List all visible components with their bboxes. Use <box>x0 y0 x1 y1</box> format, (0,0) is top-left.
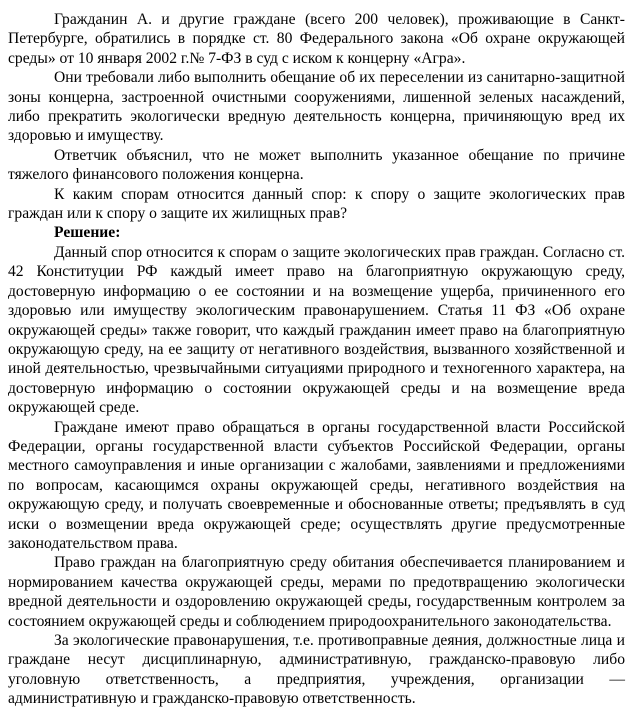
solution-paragraph-2: Граждане имеют право обращаться в органы государственной власти Российской Федерации, органы государственной власти субъектов Российской Федерации, органы местного самоуправления и иные организации с жалобами, заявлениями и предложениями по вопросам, касающимся охраны окружающей среды, негативного воздействия на окружающую среду, и получать своевременные и обоснованные ответы; предъявлять в суд иски о возмещении вреда окружающей среде; осуществлять другие предусмотренные законодательством права. <box>8 418 625 552</box>
problem-question: К каким спорам относится данный спор: к спору о защите экологических прав граждан или к спору о защите их жилищных прав? <box>8 185 625 223</box>
solution-paragraph-4: За экологические правонарушения, т.е. противоправные деяния, должностные лица и граждане несут дисциплинарную, административную, гражданско-правовую либо уголовную ответственность, а предприятия, учреждения, организации — административную и гражданско-правовую ответственность. <box>8 632 625 708</box>
problem-paragraph-3: Ответчик объяснил, что не может выполнить указанное обещание по причине тяжелого финансового положения концерна. <box>8 146 625 184</box>
problem-paragraph-1: Гражданин А. и другие граждане (всего 200 человек), проживающие в Санкт-Петербурге, обратились в порядке ст. 80 Федерального закона «Об охране окружающей среды» от 10 января 2002 г.№ 7-ФЗ в суд с иском к концерну «Агра». <box>8 11 625 67</box>
solution-heading: Решение: <box>54 224 121 242</box>
solution-paragraph-3: Право граждан на благоприятную среду обитания обеспечивается планированием и нормированием качества окружающей среды, мерами по предотвращению экологически вредной деятельности и оздоровлению окружающей среды, государственным контролем за состоянием окружающей среды и соблюдением природоохранительного законодательства. <box>8 554 625 630</box>
problem-paragraph-2: Они требовали либо выполнить обещание об их переселении из санитарно-защитной зоны концерна, застроенной очистными сооружениями, лишенной зеленых насаждений, либо прекратить экологически вредную деятельность концерна, причиняющую вред их здоровью и имуществу. <box>8 69 625 145</box>
solution-paragraph-1: Данный спор относится к спорам о защите экологических прав граждан. Согласно ст. 42 Конституции РФ каждый имеет право на благоприятную окружающую среду, достоверную информацию о ее состоянии и на возмещение ущерба, причиненного его здоровью или имуществу экологическим правонарушением. Статья 11 ФЗ «Об охране окружающей среды» также говорит, что каждый гражданин имеет право на благоприятную окружающую среду, на ее защиту от негативного воздействия, вызванного хозяйственной и иной деятельностью, чрезвычайными ситуациями природного и техногенного характера, на достоверную информацию о состоянии окружающей среды и на возмещение вреда окружающей среде. <box>8 243 625 417</box>
